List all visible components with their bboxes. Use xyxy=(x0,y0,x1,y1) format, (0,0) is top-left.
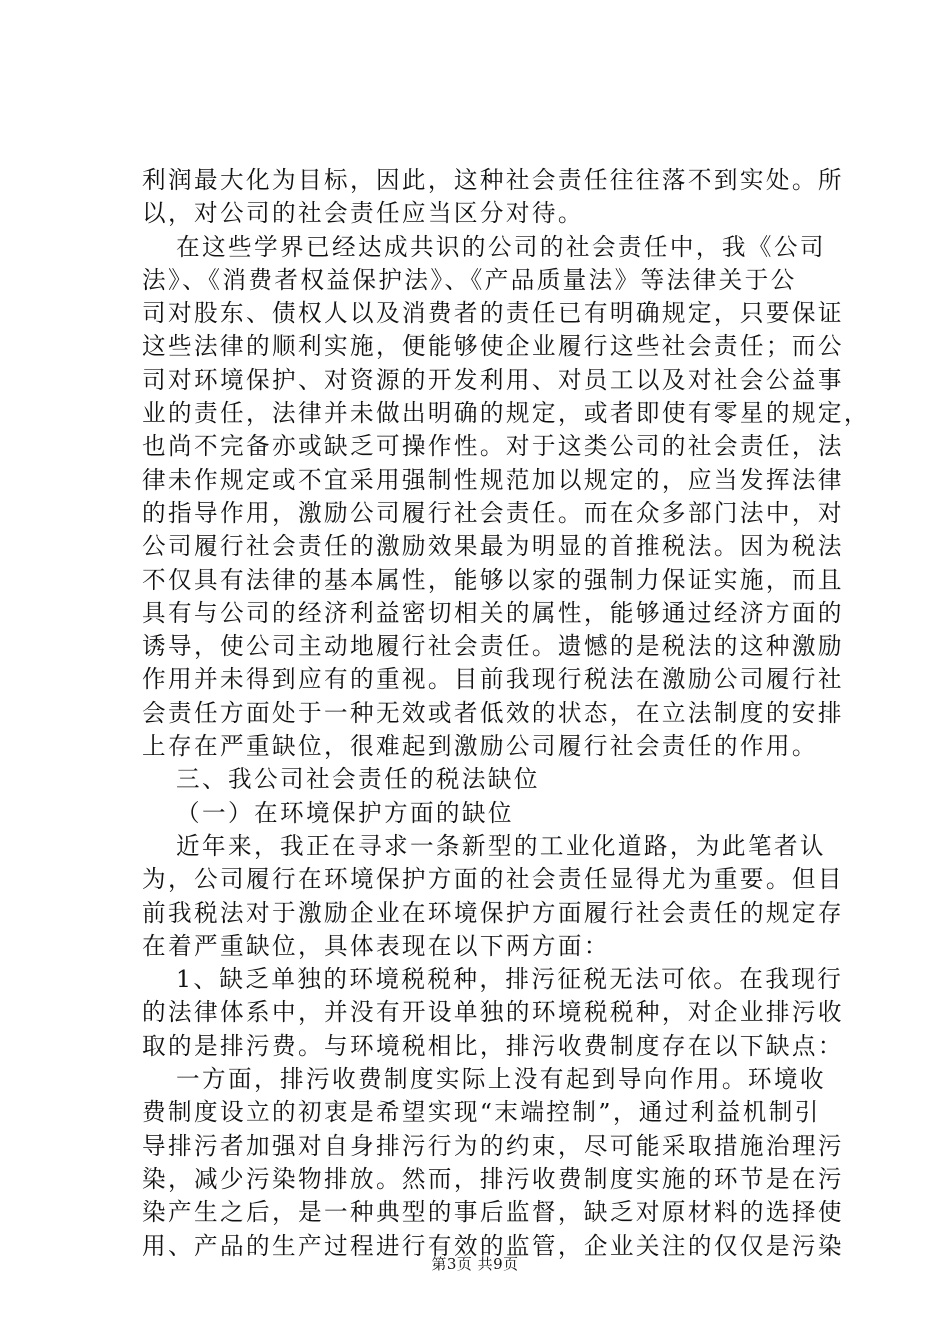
text-line: 利润最大化为目标，因此，这种社会责任往往落不到实处。所 xyxy=(142,166,844,194)
text-line: 会责任方面处于一种无效或者低效的状态，在立法制度的安排 xyxy=(142,698,844,727)
document-body xyxy=(142,164,870,1263)
text-line: 用、产品的生产过程进行有效的监管，企业关注的仅仅是污染 xyxy=(142,1231,844,1260)
text-line: 费制度设立的初衷是希望实现“末端控制”，通过利益机制引 xyxy=(142,1098,821,1127)
text-line: 这些法律的顺利实施，便能够使企业履行这些社会责任；而公 xyxy=(142,332,844,361)
text-line: 业的责任，法律并未做出明确的规定，或者即使有零星的规定， xyxy=(142,399,870,428)
text-line: 上存在严重缺位，很难起到激励公司履行社会责任的作用。 xyxy=(142,732,818,761)
text-line: 导排污者加强对自身排污行为的约束，尽可能采取措施治理污 xyxy=(142,1131,844,1160)
text-line: 在着严重缺位，具体表现在以下两方面： xyxy=(142,931,610,960)
text-line: 具有与公司的经济利益密切相关的属性，能够通过经济方面的 xyxy=(142,598,844,627)
text-line: 取的是排污费。与环境税相比，排污收费制度存在以下缺点： xyxy=(142,1031,844,1060)
text-line: 为，公司履行在环境保护方面的社会责任显得尤为重要。但目 xyxy=(142,865,844,894)
text-line: 不仅具有法律的基本属性，能够以家的强制力保证实施，而且 xyxy=(142,565,844,594)
paragraph-start-line: 近年来，我正在寻求一条新型的工业化道路，为此笔者认 xyxy=(176,831,826,860)
text-line: 也尚不完备亦或缺乏可操作性。对于这类公司的社会责任，法 xyxy=(142,432,844,461)
page-number-footer: 第3页 共9页 xyxy=(431,1255,519,1273)
text-line: 公司履行社会责任的激励效果最为明显的首推税法。因为税法 xyxy=(142,532,844,561)
text-line: 前我税法对于激励企业在环境保护方面履行社会责任的规定存 xyxy=(142,898,844,927)
text-line: 司对环境保护、对资源的开发利用、对员工以及对社会公益事 xyxy=(142,365,844,394)
text-line: 以，对公司的社会责任应当区分对待。 xyxy=(142,199,584,228)
text-line: 作用并未得到应有的重视。目前我现行税法在激励公司履行社 xyxy=(142,665,844,694)
paragraph-start-line: 在这些学界已经达成共识的公司的社会责任中，我《公司 xyxy=(176,232,826,261)
text-line: 染，减少污染物排放。然而，排污收费制度实施的环节是在污 xyxy=(142,1164,844,1193)
text-line: 诱导，使公司主动地履行社会责任。遗憾的是税法的这种激励 xyxy=(142,632,844,661)
text-line: 的指导作用，激励公司履行社会责任。而在众多部门法中，对 xyxy=(142,498,844,527)
section-heading: 三、我公司社会责任的税法缺位 xyxy=(176,765,540,794)
text-line: 司对股东、债权人以及消费者的责任已有明确规定，只要保证 xyxy=(142,299,844,328)
text-line: 的法律体系中，并没有开设单独的环境税税种，对企业排污收 xyxy=(142,998,844,1027)
paragraph-start-line: 一方面，排污收费制度实际上没有起到导向作用。环境收 xyxy=(176,1065,826,1094)
subsection-heading: （一）在环境保护方面的缺位 xyxy=(176,798,514,827)
paragraph-start-line: 1、缺乏单独的环境税税种，排污征税无法可依。在我现行 xyxy=(176,965,844,994)
text-line: 法》、《消费者权益保护法》、《产品质量法》等法律关于公 xyxy=(142,265,797,294)
text-line: 律未作规定或不宜采用强制性规范加以规定的，应当发挥法律 xyxy=(142,465,844,494)
text-line: 染产生之后，是一种典型的事后监督，缺乏对原材料的选择使 xyxy=(142,1198,844,1227)
